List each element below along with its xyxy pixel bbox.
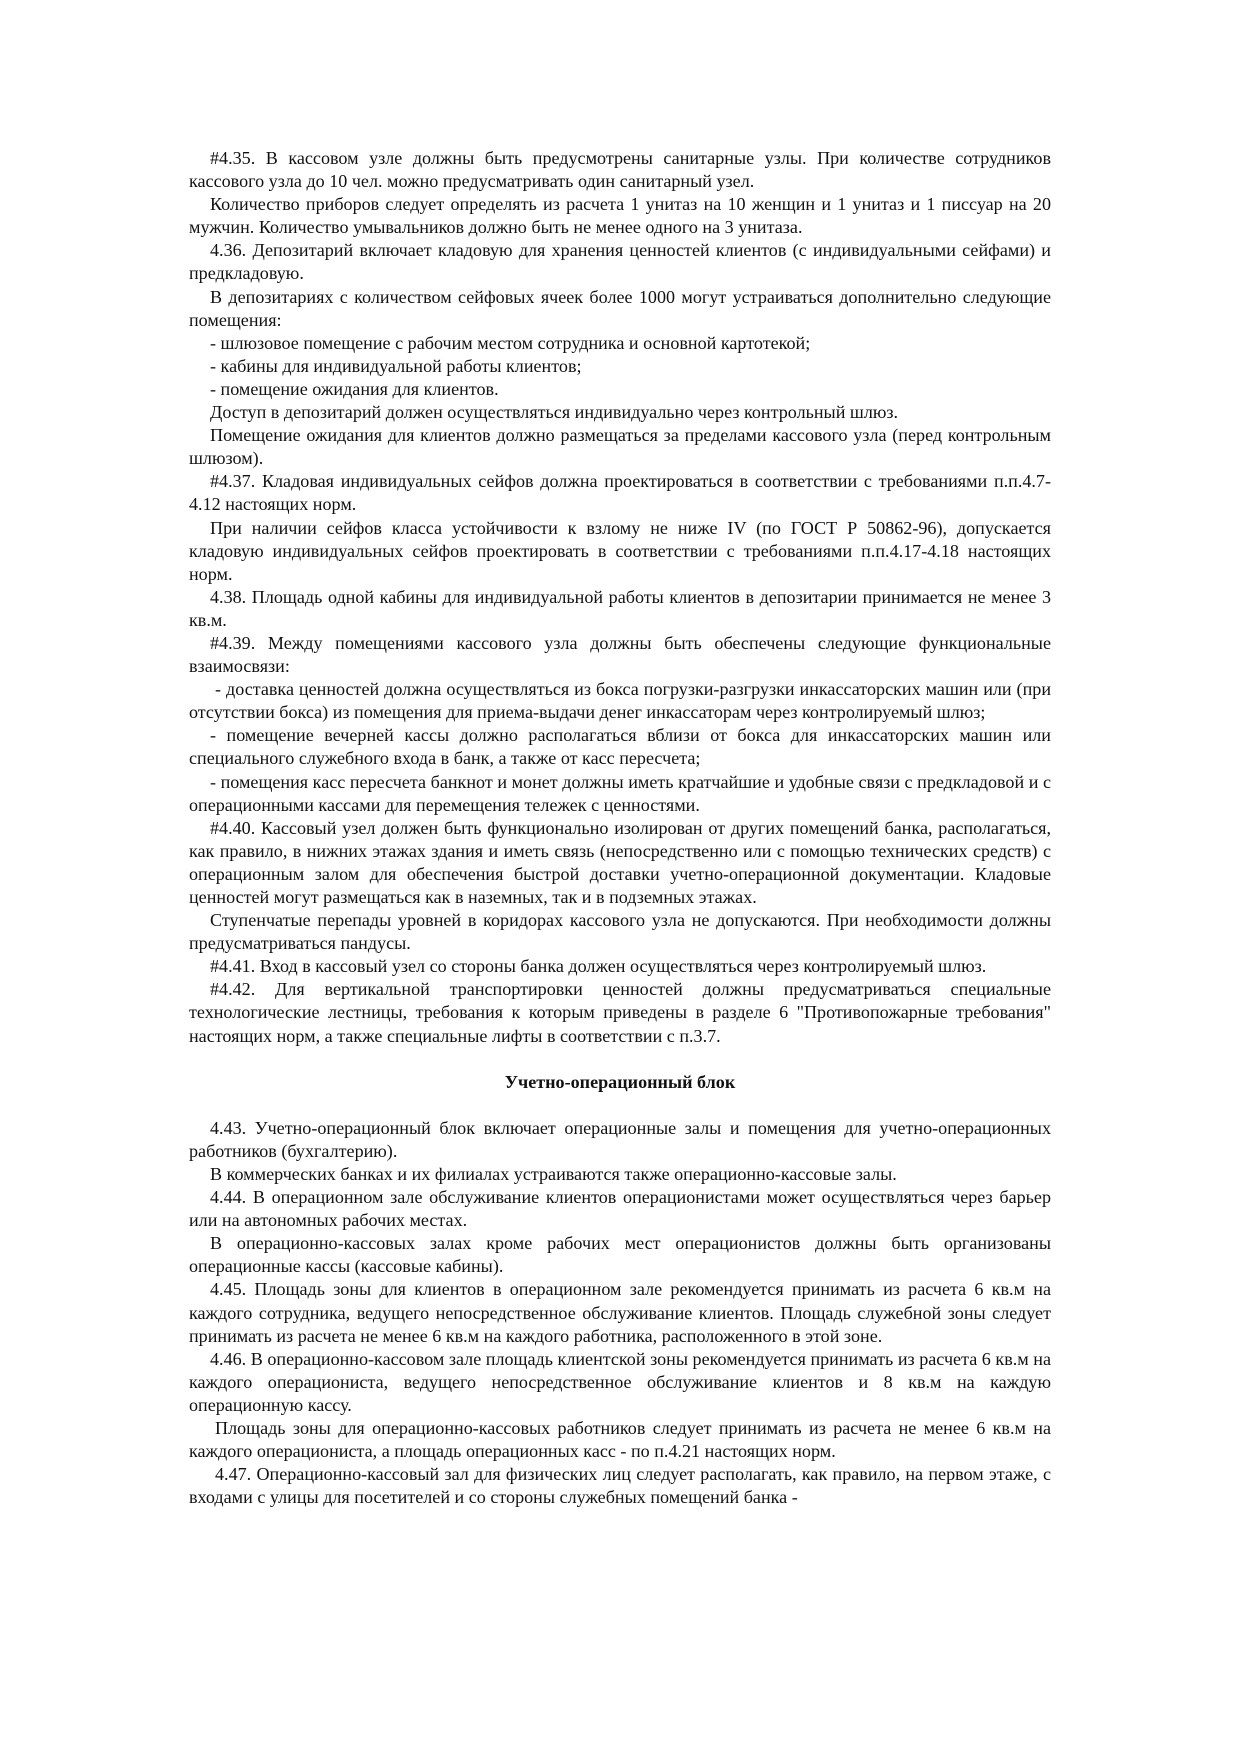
paragraph-4-46: 4.46. В операционно-кассовом зале площадь клиентской зоны рекомендуется принимать из расчета 6 кв.м на каждого операциониста, ведущего непосредственное обслуживание клиентов и 8 кв.м на каждую операционную кассу.: [189, 1348, 1051, 1415]
paragraph-4-42: #4.42. Для вертикальной транспортировки ценностей должны предусматриваться специальные технологические лестницы, требования к которым приведены в разделе 6 "Противопожарные требования" настоящих норм, а также специальные лифты в соответствии с п.3.7.: [189, 979, 1051, 1046]
section-accounting-block: [189, 1117, 1051, 1510]
paragraph-4-41: #4.41. Вход в кассовый узел со стороны банка должен осуществляться через контролируемый шлюз.: [210, 956, 987, 977]
paragraph-waiting-location: Помещение ожидания для клиентов должно размещаться за пределами кассового узла (перед контрольным шлюзом).: [189, 425, 1051, 469]
section-heading: Учетно-операционный блок: [504, 1071, 736, 1092]
paragraph-4-40: #4.40. Кассовый узел должен быть функционально изолирован от других помещений банка, располагаться, как правило, в нижних этажах здания и иметь связь (непосредственно или с помощью технических средств) с операционным залом для обеспечения быстрой доставки учетно-операционной документации. Кладовые ценностей могут размещаться как в наземных, так и в подземных этажах.: [189, 817, 1051, 907]
paragraph-cash-booths: В операционно-кассовых залах кроме рабочих мест операционистов должны быть организованы операционные кассы (кассовые кабины).: [189, 1233, 1051, 1277]
paragraph-4-45: 4.45. Площадь зоны для клиентов в операционном зале рекомендуется принимать из расчета 6 кв.м на каждого сотрудника, ведущего непосредственное обслуживание клиентов. Площадь служебной зоны следует принимать из расчета не менее 6 кв.м на каждого работника, расположенного в этой зоне.: [189, 1279, 1051, 1346]
paragraph-access: Доступ в депозитарий должен осуществляться индивидуально через контрольный шлюз.: [210, 402, 899, 423]
paragraph-safe-class: При наличии сейфов класса устойчивости к взлому не ниже IV (по ГОСТ Р 50862-96), допускается кладовую индивидуальных сейфов проектировать в соответствии с требованиями п.п.4.17-4.18 настоящих норм.: [189, 517, 1051, 584]
paragraph-4-37: #4.37. Кладовая индивидуальных сейфов должна проектироваться в соответствии с требованиями п.п.4.7-4.12 настоящих норм.: [189, 471, 1051, 515]
paragraph-commercial-banks: В коммерческих банках и их филиалах устраиваются также операционно-кассовые залы.: [210, 1163, 897, 1184]
paragraph-4-39: #4.39. Между помещениями кассового узла должны быть обеспечены следующие функциональные взаимосвязи:: [189, 632, 1051, 677]
paragraph-4-47: 4.47. Операционно-кассовый зал для физических лиц следует располагать, как правило, на первом этаже, с входами с улицы для посетителей и со стороны служебных помещений банка -: [189, 1464, 1051, 1508]
paragraph-4-44: 4.44. В операционном зале обслуживание клиентов операционистами может осуществляться через барьер или на автономных рабочих местах.: [189, 1187, 1051, 1231]
document-page: [189, 147, 1051, 1509]
list-item-counting-rooms: - помещения касс пересчета банкнот и монет должны иметь кратчайшие и удобные связи с предкладовой и с операционными кассами для перемещения тележек с ценностями.: [189, 771, 1051, 815]
paragraph-4-38: 4.38. Площадь одной кабины для индивидуальной работы клиентов в депозитарии принимается не менее 3 кв.м.: [189, 586, 1051, 630]
list-item-airlock-room: - шлюзовое помещение с рабочим местом сотрудника и основной картотекой;: [210, 332, 811, 353]
paragraph-ramps: Ступенчатые перепады уровней в коридорах кассового узла не допускаются. При необходимости должны предусматриваться пандусы.: [189, 910, 1051, 954]
list-item-evening-cash: - помещение вечерней кассы должно располагаться вблизи от бокса для инкассаторских машин или специального служебного входа в банк, а также от касс пересчета;: [189, 725, 1051, 769]
paragraph-4-35: #4.35. В кассовом узле должны быть предусмотрены санитарные узлы. При количестве сотрудников кассового узла до 10 чел. можно предусматривать один санитарный узел.: [189, 148, 1051, 192]
paragraph-4-36: 4.36. Депозитарий включает кладовую для хранения ценностей клиентов (с индивидуальными сейфами) и предкладовую.: [189, 240, 1051, 284]
list-item-client-cabins: - кабины для индивидуальной работы клиентов;: [210, 355, 582, 376]
paragraph-fixtures: Количество приборов следует определять из расчета 1 унитаз на 10 женщин и 1 унитаз и 1 писсуар на 20 мужчин. Количество умывальников должно быть не менее одного на 3 унитаза.: [189, 194, 1051, 238]
section-cash-unit: [189, 147, 1051, 1048]
list-item-delivery: - доставка ценностей должна осуществляться из бокса погрузки-разгрузки инкассаторских машин или (при отсутствии бокса) из помещения для приема-выдачи денег инкассаторам через контролируемый шлюз;: [189, 679, 1051, 723]
paragraph-staff-zone-area: Площадь зоны для операционно-кассовых работников следует принимать из расчета не менее 6 кв.м на каждого операциониста, а площадь операционных касс - по п.4.21 настоящих норм.: [189, 1417, 1051, 1462]
paragraph-4-43: 4.43. Учетно-операционный блок включает операционные залы и помещения для учетно-операционных работников (бухгалтерию).: [189, 1117, 1051, 1161]
list-item-waiting-room: - помещение ожидания для клиентов.: [210, 378, 499, 399]
paragraph-depository-rooms: В депозитариях с количеством сейфовых ячеек более 1000 могут устраиваться дополнительно следующие помещения:: [189, 286, 1051, 330]
